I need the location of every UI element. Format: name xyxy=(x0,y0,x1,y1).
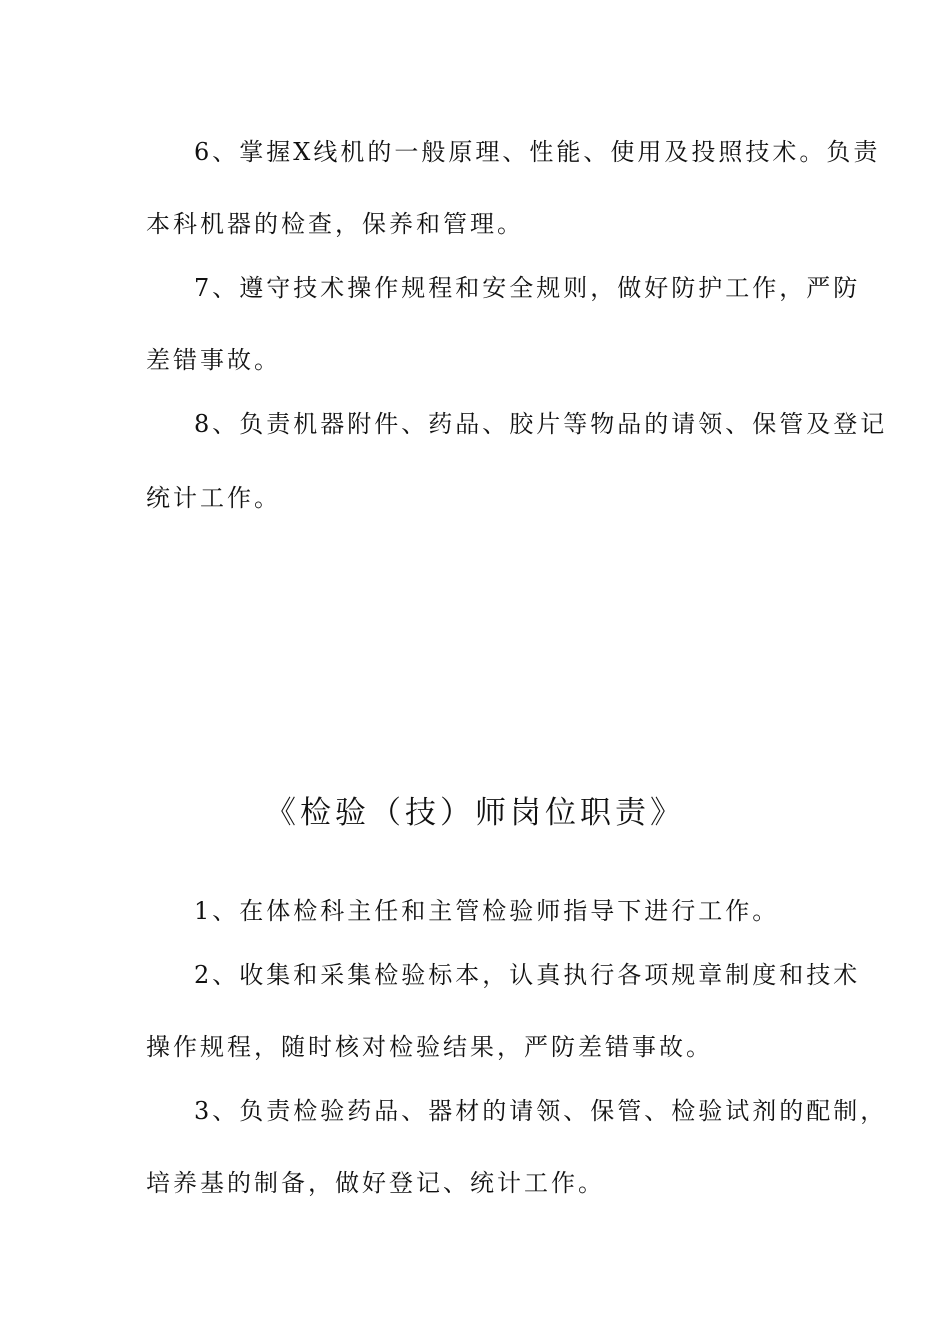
duty-2-line-1: 2、收集和采集检验标本，认真执行各项规章制度和技术 xyxy=(194,961,861,989)
item-6-line-2: 本科机器的检查，保养和管理。 xyxy=(146,210,524,238)
item-7-line-2: 差错事故。 xyxy=(146,346,281,374)
item-6-line-1: 6、掌握X线机的一般原理、性能、使用及投照技术。负责 xyxy=(194,138,881,166)
duty-3-line-1: 3、负责检验药品、器材的请领、保管、检验试剂的配制， xyxy=(194,1097,888,1125)
duty-3-line-2: 培养基的制备，做好登记、统计工作。 xyxy=(146,1169,605,1197)
item-8-line-2: 统计工作。 xyxy=(146,484,281,512)
duty-2-line-2: 操作规程，随时核对检验结果，严防差错事故。 xyxy=(146,1033,713,1061)
duty-1-line-1: 1、在体检科主任和主管检验师指导下进行工作。 xyxy=(194,897,780,925)
item-8-line-1: 8、负责机器附件、药品、胶片等物品的请领、保管及登记 xyxy=(194,410,888,438)
section-title: 《检验（技）师岗位职责》 xyxy=(265,795,685,831)
item-7-line-1: 7、遵守技术操作规程和安全规则，做好防护工作，严防 xyxy=(194,274,861,302)
